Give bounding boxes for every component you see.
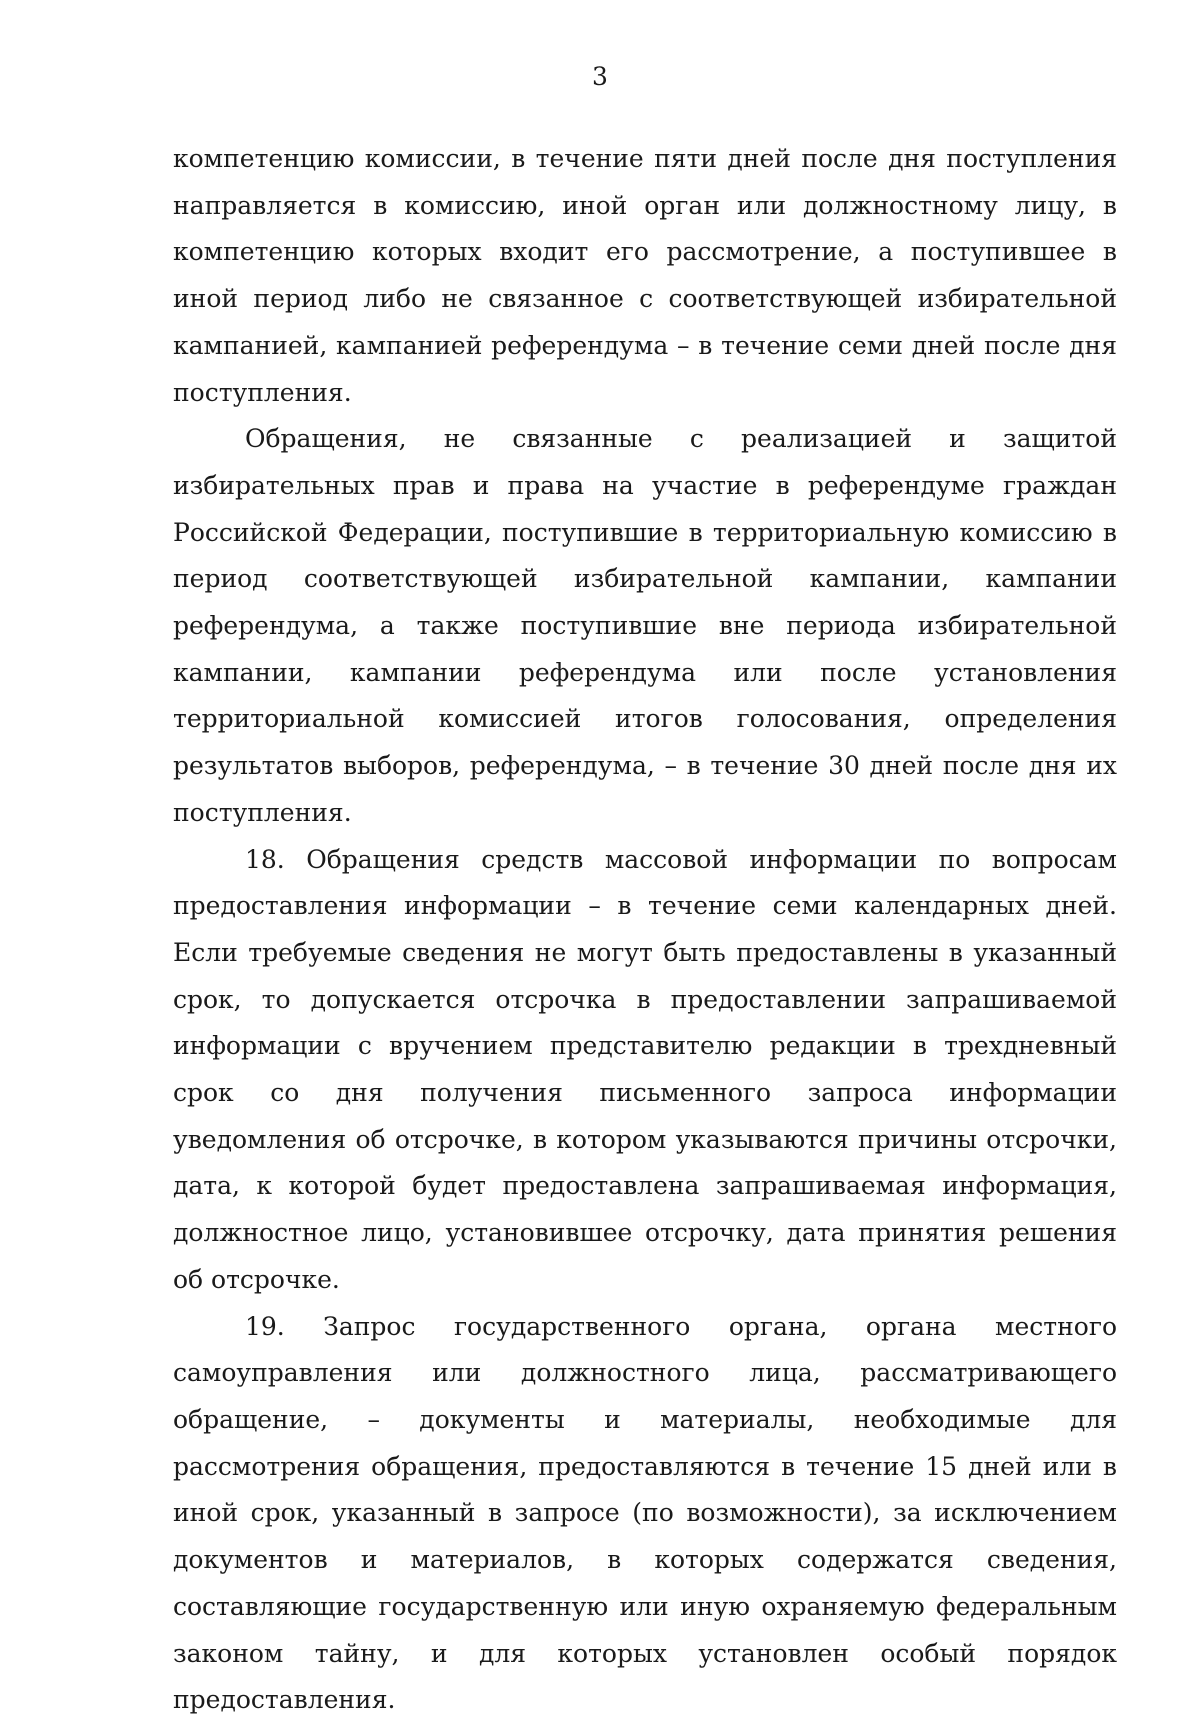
paragraph-item-19: 19. Запрос государственного органа, органа местного самоуправления или должностного лица, рассматривающего обращение, – документы и материалы, необходимые для рассмотрения обращения, предоставляются в течение 15 дней или в иной срок, указанный в запросе (по возможности), за исключением документов и материалов, в которых содержатся сведения, составляющие государственную или иную охраняемую федеральным законом тайну, и для которых установлен особый порядок предоставления. (173, 1311, 1117, 1715)
paragraph-item-18: 18. Обращения средств массовой информации по вопросам предоставления информации – в течение семи календарных дней. Если требуемые сведения не могут быть предоставлены в указанный срок, то допускается отсрочка в предоставлении запрашиваемой информации с вручением представителю редакции в трехдневный срок со дня получения письменного запроса информации уведомления об отсрочке, в котором указываются причины отсрочки, дата, к которой будет предоставлена запрашиваемая информация, должностное лицо, установившее отсрочку, дата принятия решения об отсрочке. (173, 844, 1117, 1294)
document-body (173, 136, 1117, 1724)
paragraph-appeals-not-related: Обращения, не связанные с реализацией и защитой избирательных прав и права на участие в референдуме граждан Российской Федерации, поступившие в территориальную комиссию в период соответствующей избирательной кампании, кампании референдума, а также поступившие вне периода избирательной кампании, кампании референдума или после установления территориальной комиссией итогов голосования, определения результатов выборов, референдума, – в течение 30 дней после дня их поступления. (173, 424, 1117, 827)
paragraph-continuation: компетенцию комиссии, в течение пяти дней после дня поступления направляется в комиссию, иной орган или должностному лицу, в компетенцию которых входит его рассмотрение, а поступившее в иной период либо не связанное с соответствующей избирательной кампанией, кампанией референдума – в течение семи дней после дня поступления. (173, 144, 1117, 407)
page-number: 3 (592, 62, 608, 91)
